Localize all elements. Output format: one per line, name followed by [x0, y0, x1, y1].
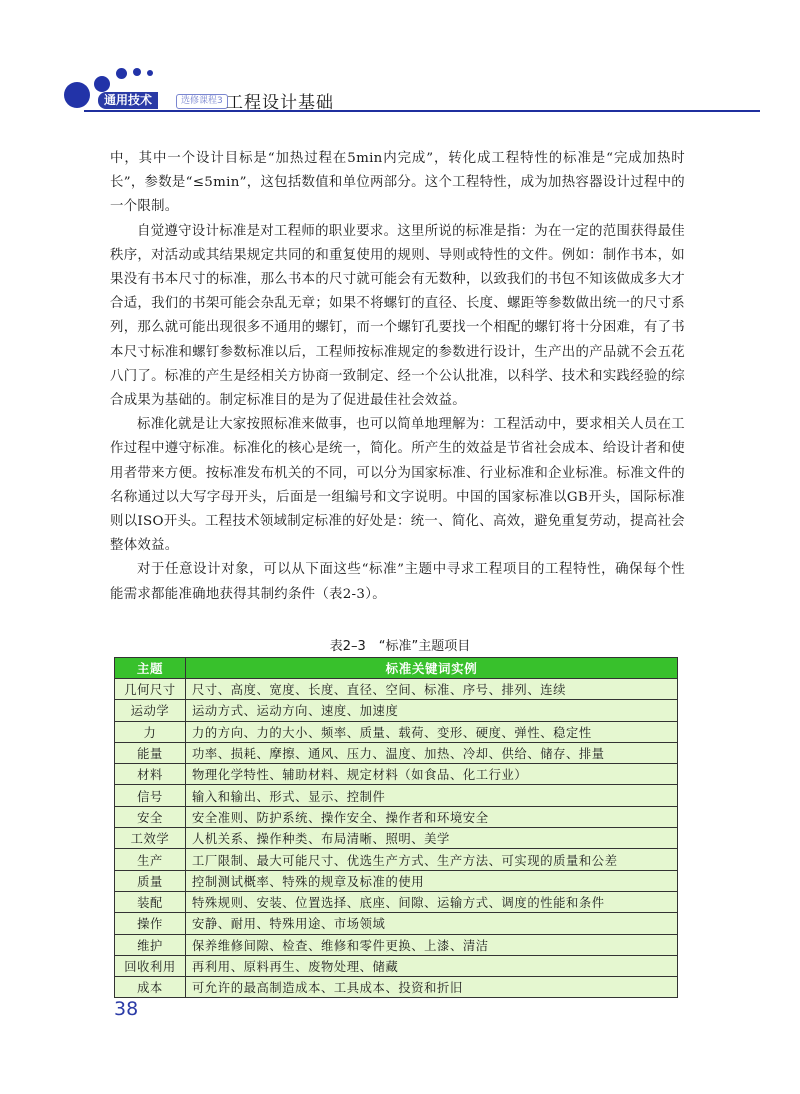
- keywords-cell: 力的方向、力的大小、频率、质量、载荷、变形、硬度、弹性、稳定性: [186, 721, 678, 742]
- table-row: [115, 721, 678, 742]
- table-row: [115, 700, 678, 721]
- body-text: [110, 147, 685, 607]
- topic-cell: 运动学: [115, 700, 186, 721]
- topic-cell: 维护: [115, 934, 186, 955]
- page-number: 38: [114, 998, 139, 1020]
- table-row: [115, 913, 678, 934]
- table-row: [115, 764, 678, 785]
- keywords-cell: 保养维修间隙、检查、维修和零件更换、上漆、清洁: [186, 934, 678, 955]
- chapter-title: 工程设计基础: [226, 93, 334, 113]
- table-row: [115, 828, 678, 849]
- topic-cell: 力: [115, 721, 186, 742]
- header-dot: [116, 68, 127, 79]
- keywords-cell: 运动方式、运动方向、速度、加速度: [186, 700, 678, 721]
- table-row: [115, 679, 678, 700]
- table-row: [115, 785, 678, 806]
- standards-table: [114, 657, 678, 998]
- table-row: [115, 849, 678, 870]
- keywords-cell: 再利用、原料再生、废物处理、储藏: [186, 955, 678, 976]
- keywords-cell: 物理化学特性、辅助材料、规定材料（如食品、化工行业）: [186, 764, 678, 785]
- keywords-cell: 特殊规则、安装、位置选择、底座、间隙、运输方式、调度的性能和条件: [186, 891, 678, 912]
- table-caption: 表2–3 “标准”主题项目: [329, 639, 471, 654]
- topic-cell: 装配: [115, 891, 186, 912]
- topic-cell: 能量: [115, 742, 186, 763]
- topic-cell: 回收利用: [115, 955, 186, 976]
- keywords-cell: 安全准则、防护系统、操作安全、操作者和环境安全: [186, 806, 678, 827]
- paragraph: 中，其中一个设计目标是“加热过程在5min内完成”，转化成工程特性的标准是“完成加热时长”，参数是“≤5min”，这包括数值和单位两部分。这个工程特性，成为加热容器设计过程中的一个限制。: [110, 151, 685, 215]
- header-dot: [94, 76, 110, 92]
- keywords-cell: 可允许的最高制造成本、工具成本、投资和折旧: [186, 977, 678, 998]
- header-dot: [64, 82, 90, 108]
- book-label: 通用技术: [98, 92, 158, 109]
- header-dot: [147, 70, 153, 76]
- header-dot: [133, 68, 141, 76]
- paragraph: 自觉遵守设计标准是对工程师的职业要求。这里所说的标准是指：为在一定的范围获得最佳秩序，对活动或其结果规定共同的和重复使用的规则、导则或特性的文件。例如：制作书本，如果没有书本尺寸的标准，那么书本的尺寸就可能会有无数种，以致我们的书包不知该做成多大才合适，我们的书架可能会杂乱无章；如果不将螺钉的直径、长度、螺距等参数做出统一的尺寸系列，那么就可能出现很多不通用的螺钉，而一个螺钉孔要找一个相配的螺钉将十分困难，有了书本尺寸标准和螺钉参数标准以后，工程师按标准规定的参数进行设计，生产出的产品就不会五花八门了。标准的产生是经相关方协商一致制定、经一个公认批准，以科学、技术和实践经验的综合成果为基础的。制定标准目的是为了促进最佳社会效益。: [110, 223, 686, 409]
- table-row: [115, 742, 678, 763]
- column-header-keywords: 标准关键词实例: [186, 658, 678, 679]
- series-label: 选修课程3: [176, 94, 228, 109]
- keywords-cell: 控制测试概率、特殊的规章及标准的使用: [186, 870, 678, 891]
- keywords-cell: 安静、耐用、特殊用途、市场领域: [186, 913, 678, 934]
- topic-cell: 操作: [115, 913, 186, 934]
- topic-cell: 安全: [115, 806, 186, 827]
- topic-cell: 材料: [115, 764, 186, 785]
- paragraph: 对于任意设计对象，可以从下面这些“标准”主题中寻求工程项目的工程特性，确保每个性能需求都能准确地获得其制约条件（表2-3）。: [110, 562, 685, 602]
- table-header-row: [115, 658, 678, 679]
- table-row: [115, 891, 678, 912]
- header-rule: [84, 110, 760, 112]
- table-row: [115, 934, 678, 955]
- topic-cell: 生产: [115, 849, 186, 870]
- paragraph: 标准化就是让大家按照标准来做事，也可以简单地理解为：工程活动中，要求相关人员在工作过程中遵守标准。标准化的核心是统一，简化。所产生的效益是节省社会成本、给设计者和使用者带来方便。按标准发布机关的不同，可以分为国家标准、行业标准和企业标准。标准文件的名称通过以大写字母开头，后面是一组编号和文字说明。中国的国家标准以GB开头，国际标准则以ISO开头。工程技术领域制定标准的好处是：统一、简化、高效，避免重复劳动，提高社会整体效益。: [110, 417, 686, 554]
- keywords-cell: 功率、损耗、摩擦、通风、压力、温度、加热、冷却、供给、储存、排量: [186, 742, 678, 763]
- table-row: [115, 955, 678, 976]
- keywords-cell: 尺寸、高度、宽度、长度、直径、空间、标准、序号、排列、连续: [186, 679, 678, 700]
- topic-cell: 质量: [115, 870, 186, 891]
- keywords-cell: 工厂限制、最大可能尺寸、优选生产方式、生产方法、可实现的质量和公差: [186, 849, 678, 870]
- topic-cell: 信号: [115, 785, 186, 806]
- table-row: [115, 977, 678, 998]
- topic-cell: 成本: [115, 977, 186, 998]
- topic-cell: 几何尺寸: [115, 679, 186, 700]
- column-header-topic: 主题: [115, 658, 186, 679]
- keywords-cell: 输入和输出、形式、显示、控制件: [186, 785, 678, 806]
- table-row: [115, 806, 678, 827]
- topic-cell: 工效学: [115, 828, 186, 849]
- table-row: [115, 870, 678, 891]
- keywords-cell: 人机关系、操作种类、布局清晰、照明、美学: [186, 828, 678, 849]
